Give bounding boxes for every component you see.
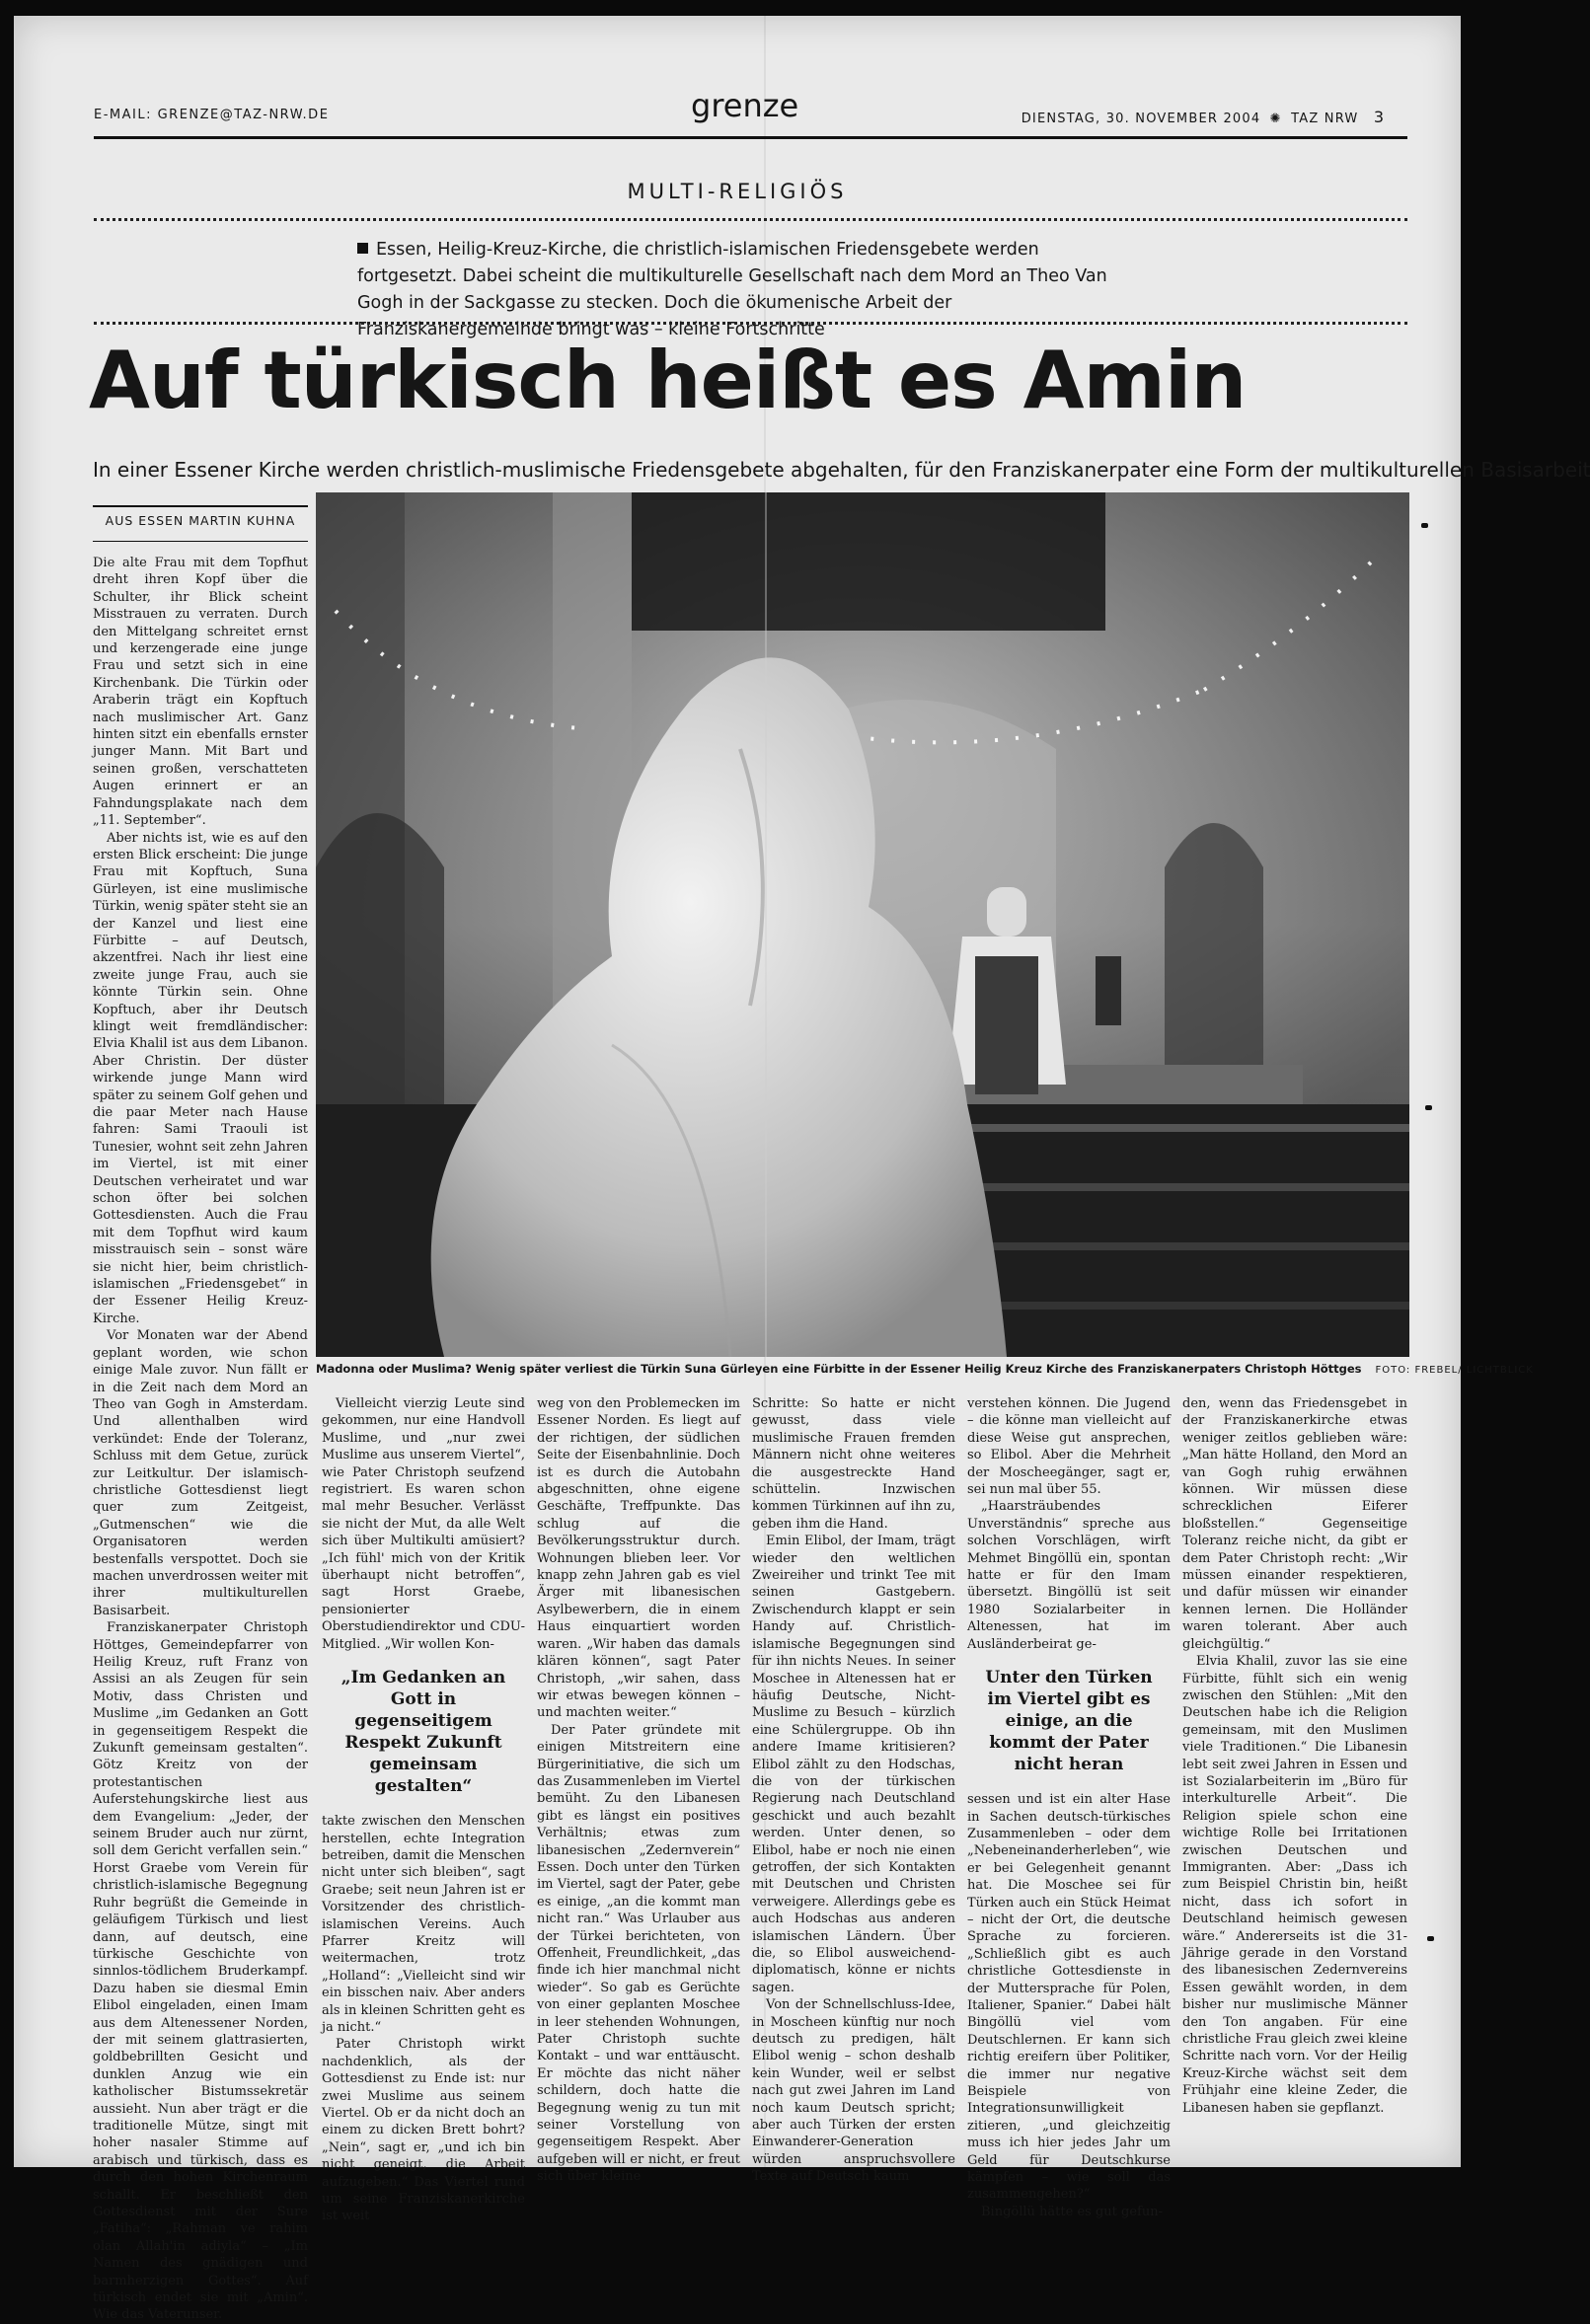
issue-date: DIENSTAG, 30. NOVEMBER 2004 (1021, 112, 1261, 126)
page-number: 3 (1373, 108, 1384, 126)
article-column-3 (537, 1395, 740, 2185)
pull-quote: „Im Gedanken an Gott in gegenseitigem Respekt Zukunft gemeinsam gestalten“ (341, 1668, 506, 1797)
teaser-text: Essen, Heilig-Kreuz-Kirche, die christlich-islamischen Friedensgebete werden fortgesetzt. Dabei scheint die multikulturelle Gesellschaft nach dem Mord an Theo Van Gogh in der Sackgasse zu stecken. Doch die ökumenische Arbeit der Franziskanergemeinde bringt was – kleine Fortschritte (357, 240, 1107, 339)
scan-speck (1427, 1936, 1434, 1941)
paragraph: Elvia Khalil, zuvor las sie eine Fürbitte, fühlt sich ein wenig zwischen den Stühlen: „Mit den Deutschen habe ich die Religion gemeinsam, mit den Muslimen viele Traditionen.“ Die Libanesin lebt seit zwei Jahren in Essen und ist Sozialarbeiterin im „Büro für interkulturelle Arbeit“. Die Religion spiele schon eine wichtige Rolle bei Irritationen zwischen Deutschen und Immigranten. Aber: „Dass ich zum Beispiel Christin bin, heißt nicht, dass ich sofort in Deutschland heimisch gewesen wäre.“ Andererseits ist die 31-Jährige gerade in den Vorstand des libanesischen Zedernvereins Essen gewählt worden, in dem bisher nur muslimische Männer den Ton angaben. Für eine christliche Frau gleich zwei kleine Schritte nach vorn. Vor der Heilig Kreuz-Kirche wächst seit dem Frühjahr eine kleine Zeder, die Libanesen haben sie gepflanzt. (1182, 1654, 1407, 2116)
paragraph: Aber nichts ist, wie es auf den ersten Blick erscheint: Die junge Frau mit Kopftuch, Suna Gürleyen, ist eine muslimische Türkin, wenig später steht sie an der Kanzel und liest eine Fürbitte – auf Deutsch, akzentfrei. Nach ihr liest eine zweite junge Frau, auch sie könnte Türkin sein. Ohne Kopftuch, aber ihr Deutsch klingt weit fremdländischer: Elvia Khalil ist aus dem Libanon. Aber Christin. Der düster wirkende junge Mann wird später zu seinem Golf gehen und die paar Meter nach Hause fahren: Sami Traouli ist Tunesier, wohnt seit zehn Jahren im Viertel, ist mit einer Deutschen verheiratet und war schon öfter bei solchen Gottesdiensten. Auch die Frau mit dem Topfhut wird kaum misstrauisch sein – sonst wäre sie nicht hier, beim christlich-islamischen „Friedensgebet“ in der Essener Heilig Kreuz-Kirche. (93, 830, 308, 1326)
article-column-6 (1182, 1395, 1407, 2126)
headline: Auf türkisch heißt es Amin (89, 335, 1247, 426)
article-column-2 (322, 1395, 525, 2224)
dotted-rule-top (94, 218, 1407, 221)
paragraph: „Haarsträubendes Unverständnis“ spreche aus solchen Vorschlägen, wirft Mehmet Bingöllü ein, spontan hatte er für den Imam übersetzt. Bingöllü ist seit 1980 Sozialarbeiter in Altenessen, hat im Ausländerbeirat ge- (967, 1499, 1171, 1652)
byline-rule (93, 541, 308, 542)
paragraph: Emin Elibol, der Imam, trägt wieder den weltlichen Zweireiher und trinkt Tee mit seinen Gastgebern. Zwischendurch klappt er sein Handy auf. Christlich-islamische Begegnungen sind für ihn nichts Neues. In seiner Moschee in Altenessen hat er häufig Deutsche, Nicht-Muslime zu Besuch – kürzlich eine Schülergruppe. Ob ihn andere Imame kritisieren? Elibol zählt zu den Hodschas, die von der türkischen Regierung nach Deutschland geschickt und auch bezahlt werden. Unter denen, so Elibol, habe er noch nie einen getroffen, der sich Kontakten mit Deutschen und Christen verweigere. Allerdings gebe es auch Hodschas aus anderen islamischen Ländern. Über die, so Elibol ausweichend-diplomatisch, könne er nichts sagen. (752, 1534, 955, 1995)
masthead-email: E-MAIL: GRENZE@TAZ-NRW.DE (94, 108, 330, 122)
paragraph: Franziskanerpater Christoph Höttges, Gemeindepfarrer von Heilig Kreuz, ruft Franz von Assisi an als Zeugen für sein Motiv, dass Christen und Muslime „im Gedanken an Gott in gegenseitigem Respekt die Zukunft gemeinsam gestalten“. Götz Kreitz von der protestantischen Auferstehungskirche liest aus dem Evangelium: „Jeder, der seinem Bruder auch nur zürnt, soll dem Gericht verfallen sein.“ Horst Graebe vom Verein für christlich-islamische Begegnung Ruhr begrüßt die Gemeinde in geläufigem Türkisch und liest dann, auf deutsch, eine türkische Geschichte von sinnlos-tödlichem Bruderkampf. Dazu haben sie diesmal Emin Elibol eingeladen, einen Imam aus dem Altenessener Norden, der mit seinem glattrasierten, goldbebrillten Gesicht und dunklen Anzug wie ein katholischer Bistumssekretär aussieht. Nun aber trägt er die traditionelle Mütze, singt mit hoher nasaler Stimme auf arabisch und türkisch, dass es durch den hohen Kirchenraum schallt. Er beschließt den Gottesdienst mit der Sure „Fatiha“: „Rahman ve rahim olan Allah'in adiyla“ – „Im Namen des gnädigen und barmherzigen Gottes“. Auf türkisch endet sie mit „Amin“. Wie das Vaterunser. (93, 1620, 308, 2323)
sun-icon: ✺ (1269, 112, 1282, 126)
article-column-5 (967, 1395, 1171, 2219)
paragraph: takte zwischen den Menschen herstellen, echte Integration betreiben, damit die Menschen nicht unter sich bleiben“, sagt Graebe; seit neun Jahren ist er Vorsitzender des christlich-islamischen Vereins. Auch Pfarrer Kreitz will weitermachen, trotz „Holland“: „Vielleicht sind wir ein bisschen naiv. Aber anders als in kleinen Schritten geht es ja nicht.“ (322, 1814, 525, 2035)
paragraph: Pater Christoph wirkt nachdenklich, als der Gottesdienst zu Ende ist: nur zwei Muslime aus seinem Viertel. Ob er da nicht doch an einem zu dicken Brett bohrt? „Nein“, sagt er, „und ich bin nicht geneigt, die Arbeit aufzugeben.“ Das Viertel rund um seine Franziskanerkirche ist weit (322, 2037, 525, 2224)
paragraph: weg von den Problemecken im Essener Norden. Es liegt auf der richtigen, der südlichen Seite der Eisenbahnlinie. Doch ist es durch die Autobahn abgeschnitten, ohne eigene Geschäfte, Treffpunkte. Das schlug auf die Bevölkerungsstruktur durch. Wohnungen blieben leer. Vor knapp zehn Jahren gab es viel Ärger mit libanesischen Asylbewerbern, die in einem Haus einquartiert worden waren. „Wir haben das damals klären können“, sagt Pater Christoph, „wir sahen, dass wir etwas bewegen können – und machten weiter.“ (537, 1396, 740, 1721)
paragraph: sessen und ist ein alter Hase in Sachen deutsch-türkisches Zusammenleben – oder dem „Nebeneinanderherleben“, wie er bei Gelegenheit genannt hat. Die Moschee sei für Türken auch ein Stück Heimat – nicht der Ort, die deutsche Sprache zu forcieren. „Schließlich gibt es auch christliche Gottesdienste in der Muttersprache für Polen, Italiener, Spanier.“ Dabei hält Bingöllü viel vom Deutschlernen. Er kann sich richtig ereifern über Politiker, die immer nur negative Beispiele von Integrationsunwilligkeit zitieren, „und gleichzeitig muss ich hier jedes Jahr um Geld für Deutschkurse kämpfen – wie soll das zusammengehen?“ (967, 1792, 1171, 2203)
paragraph: verstehen können. Die Jugend – die könne man vielleicht auf diese Weise gut ansprechen, so Elibol. Aber die Mehrheit der Moscheegänger, sagt er, sei nun mal über 55. (967, 1396, 1171, 1498)
photo-caption (316, 1362, 1534, 1376)
paragraph: Die alte Frau mit dem Topfhut dreht ihren Kopf über die Schulter, ihr Blick scheint Misstrauen zu verraten. Durch den Mittelgang schreitet ernst und kerzengerade eine junge Frau und setzt sich in eine Kirchenbank. Die Türkin oder Araberin trägt ein Kopftuch nach muslimischer Art. Ganz hinten sitzt ein ebenfalls ernster junger Mann. Mit Bart und seinen großen, verschatteten Augen erinnert er an Fahndungsplakate nach dem „11. September“. (93, 556, 308, 829)
paragraph: Vor Monaten war der Abend geplant worden, wie schon einige Male zuvor. Nun fällt er in die Zeit nach dem Mord an Theo van Gogh in Amsterdam. Und allenthalben wird verkündet: Ende der Toleranz, Schluss mit dem Getue, zurück zur Leitkultur. Der islamisch-christliche Gottesdienst liegt quer zum Zeitgeist, „Gutmenschen“ wie die Organisatoren werden bestenfalls verspottet. Doch sie machen unverdrossen weiter mit ihrer multikulturellen Basisarbeit. (93, 1328, 308, 1618)
paragraph: den, wenn das Friedensgebet in der Franziskanerkirche etwas weniger zeitlos geblieben wäre: „Man hätte Holland, den Mord an van Gogh ruhig erwähnen können. Wir müssen diese schrecklichen Eiferer bloßstellen.“ Gegenseitige Toleranz reiche nicht, da gibt er dem Pater Christoph recht: „Wir müssen einander respektieren, und dafür müssen wir einander kennen lernen. Die Holländer waren tolerant. Aber auch gleichgültig.“ (1182, 1396, 1407, 1652)
church-photo (316, 492, 1409, 1357)
photo-credit: FOTO: FREBEL/ LICHTBLICK (1375, 1365, 1534, 1376)
article-column-4 (752, 1395, 955, 2185)
subheadline: In einer Essener Kirche werden christlich-muslimische Friedensgebete abgehalten, für den Franziskanerpater eine Form der multikulturellen Basisarbeit (93, 458, 1590, 482)
paragraph: Schritte: So hatte er nicht gewusst, dass viele muslimische Frauen fremden Männern nicht ohne weiteres die ausgestreckte Hand schüttelin. Inzwischen kommen Türkinnen auf ihn zu, geben ihm die Hand. (752, 1396, 955, 1532)
scan-speck (1425, 1105, 1432, 1110)
article-column-1 (93, 555, 308, 2323)
paragraph: Der Pater gründete mit einigen Mitstreitern eine Bürgerinitiative, die sich um das Zusammenleben im Viertel bemüht. Zu den Libanesen gibt es längst ein positives Verhältnis; etwas zum libanesischen „Zedernverein“ Essen. Doch unter den Türken im Viertel, sagt der Pater, gebe es einige, „an die kommt man nicht ran.“ Was Urlauber aus der Türkei berichteten, von Offenheit, Freundlichkeit, „das finde ich hier manchmal nicht wieder“. So gab es Gerüchte von einer geplanten Moschee in leer stehenden Wohnungen, Pater Christoph suchte Kontakt – und war enttäuscht. Er möchte das nicht näher schildern, doch hatte die Begegnung wenig zu tun mit seiner Vorstellung von gegenseitigem Respekt. Aber aufgeben will er nicht, er freut sich über kleine (537, 1722, 740, 2185)
masthead-dateline (1022, 108, 1384, 126)
paper-name: TAZ NRW (1291, 112, 1359, 126)
paragraph: Vielleicht vierzig Leute sind gekommen, nur eine Handvoll Muslime, und „nur zwei Muslime aus unserem Viertel“, wie Pater Christoph seufzend registriert. Es waren schon mal mehr Besucher. Verlässt sie nicht der Mut, da alle Welt sich über Multikulti amüsiert? „Ich fühl' mich von der Kritik überhaupt nicht betroffen“, sagt Horst Graebe, pensionierter Oberstudiendirektor und CDU-Mitglied. „Wir wollen Kon- (322, 1396, 525, 1652)
paragraph: Bingöllü hätte es gut gefun- (981, 2204, 1163, 2219)
masthead-rule (94, 136, 1407, 139)
paragraph: Von der Schnellschluss-Idee, in Moscheen künftig nur noch deutsch zu predigen, hält Elibol wenig – schon deshalb kein Wunder, weil er selbst nach gut zwei Jahren im Land noch kaum Deutsch spricht; aber auch Türken der ersten Einwanderer-Generation würden anspruchsvollere Texte auf Deutsch kaum (752, 1997, 955, 2185)
newspaper-page (14, 16, 1590, 2323)
pull-quote: Unter den Türken im Viertel gibt es einige, an die kommt der Pater nicht heran (985, 1668, 1153, 1775)
dotted-rule-bottom (94, 322, 1407, 325)
teaser (357, 237, 1127, 343)
bullet-square-icon (357, 243, 368, 254)
rubric: MULTI-RELIGIÖS (627, 180, 848, 203)
caption-text: Madonna oder Muslima? Wenig später verliest die Türkin Suna Gürleyen eine Fürbitte in der Essener Heilig Kreuz Kirche des Franziskanerpaters Christoph Höttges (316, 1362, 1362, 1376)
section-title: grenze (691, 87, 799, 124)
scan-speck (1421, 523, 1428, 528)
byline: AUS ESSEN MARTIN KUHNA (93, 505, 308, 528)
